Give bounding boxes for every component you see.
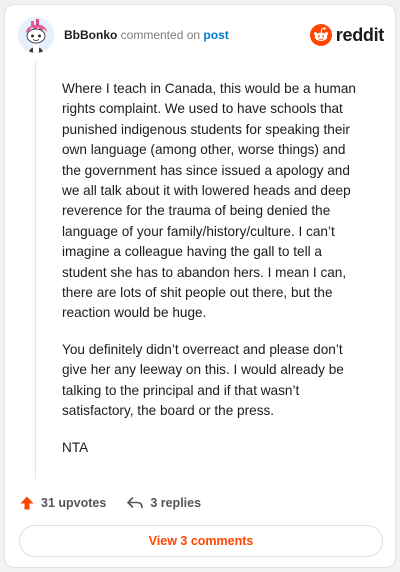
view-comments-button[interactable]: View 3 comments	[19, 525, 383, 557]
comment-meta	[64, 27, 229, 43]
reply-count: 3 replies	[150, 496, 202, 510]
snoo-avatar-icon	[18, 17, 54, 53]
reddit-logo-icon	[310, 24, 332, 46]
user-avatar[interactable]	[18, 17, 54, 53]
upvote-arrow-icon	[19, 495, 35, 511]
reply-arrow-icon	[126, 495, 144, 511]
commented-on-text: commented on	[120, 28, 201, 42]
comment-paragraph: Where I teach in Canada, this would be a human rights complaint. We used to have schools that punished indigenous students for speaking their own language (among other, worse things) and the government has since issued a apology and we all talk about it with lowered heads and deep reverence for the trauma of being denied the language of your family/history/culture. I can’t imagine a colleague having the gall to tell a student she has to abandon hers. I mean I can, there are lots of shit people out there, but the reaction would be huge.	[62, 81, 356, 321]
comment-body	[62, 79, 368, 474]
upvote-button[interactable]	[19, 495, 106, 511]
reddit-wordmark: reddit	[335, 24, 384, 45]
replies-button[interactable]	[126, 495, 201, 511]
comment-card	[4, 4, 396, 568]
comment-paragraph: You definitely didn’t overreact and please don’t give her any leeway on this. I would already be talking to the principal and if that wasn’t satisfactory, the board or the press.	[62, 341, 344, 419]
username-link[interactable]: BbBonko	[64, 28, 118, 42]
comment-actions	[19, 491, 221, 515]
comment-header	[18, 17, 384, 53]
thread-line[interactable]	[35, 61, 36, 479]
reddit-brand[interactable]	[310, 23, 384, 47]
post-link[interactable]: post	[203, 28, 229, 42]
comment-paragraph: NTA	[62, 439, 89, 455]
upvote-count: 31 upvotes	[41, 496, 107, 510]
